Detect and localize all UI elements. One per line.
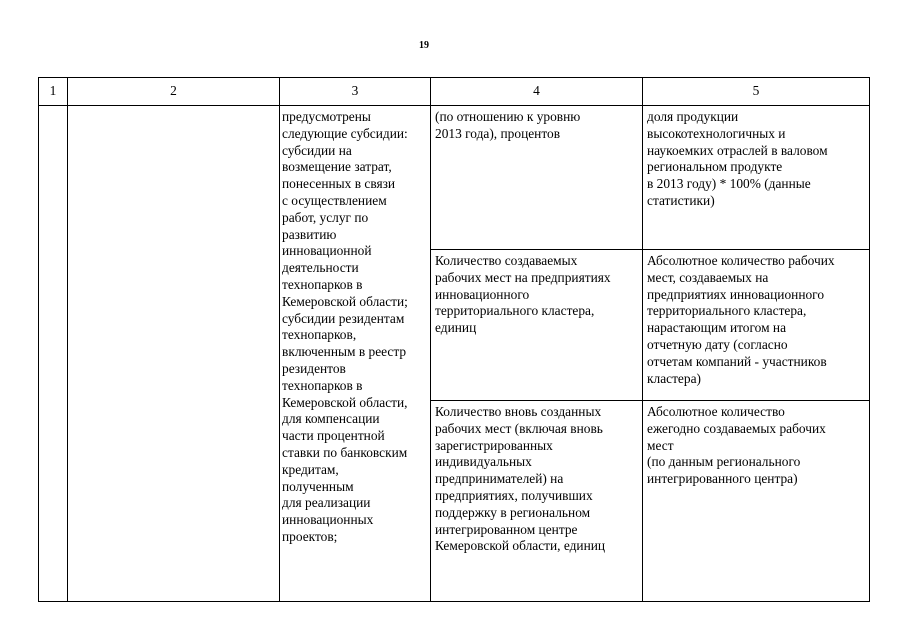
indicators-table <box>38 77 870 602</box>
text-line: Количество создаваемых <box>435 253 578 268</box>
text-line: зарегистрированных <box>435 437 553 453</box>
text-line: в 2013 году) * 100% (данные <box>647 176 811 192</box>
text-line: 2013 года), процентов <box>435 125 561 141</box>
text-line: предприятиях, получивших <box>435 487 593 503</box>
text-line: предпринимателей) на <box>435 471 564 487</box>
text-line: рабочих мест (включая вновь <box>435 420 603 436</box>
text-line: кластера) <box>647 370 701 386</box>
text-line: Кемеровской области, <box>282 394 408 410</box>
header-cell-1: 1 <box>39 78 68 106</box>
cell-col4-row2 <box>431 250 643 401</box>
header-cell-3: 3 <box>280 78 431 106</box>
page-number: 19 <box>419 40 429 51</box>
text-line: для реализации <box>282 495 371 511</box>
table-row <box>39 106 870 250</box>
text-line: наукоемких отраслей в валовом <box>647 142 828 158</box>
text-line: технопарков, <box>282 327 357 343</box>
text-line: субсидии резидентам <box>282 310 405 326</box>
cell-col2 <box>68 106 280 602</box>
text-line: единиц <box>435 320 477 336</box>
text-line: Кемеровской области, единиц <box>435 538 606 554</box>
col5-row3-text <box>643 401 869 492</box>
text-line: территориального кластера, <box>647 303 807 319</box>
text-line: с осуществлением <box>282 192 387 208</box>
text-line: Абсолютное количество <box>647 404 785 419</box>
text-line: понесенных в связи <box>282 176 396 192</box>
col5-row1-text <box>643 106 869 214</box>
text-line: региональном продукте <box>647 159 783 175</box>
text-line: рабочих мест на предприятиях <box>435 269 611 285</box>
header-cell-2: 2 <box>68 78 280 106</box>
header-cell-4: 4 <box>431 78 643 106</box>
text-line: ежегодно создаваемых рабочих <box>647 420 826 436</box>
col3-text <box>280 106 430 550</box>
text-line: (по данным регионального <box>647 454 801 470</box>
text-line: мест <box>647 437 674 453</box>
text-line: кредитам, <box>282 461 339 477</box>
text-line: территориального кластера, <box>435 303 595 319</box>
text-line: технопарков в <box>282 276 363 292</box>
header-cell-5: 5 <box>643 78 870 106</box>
text-line: нарастающим итогом на <box>647 320 787 336</box>
text-line: развитию <box>282 226 337 242</box>
text-line: поддержку в региональном <box>435 504 591 520</box>
text-line: части процентной <box>282 428 385 444</box>
text-line: инновационного <box>435 286 530 302</box>
text-line: включенным в реестр <box>282 344 407 360</box>
cell-col5-row1 <box>643 106 870 250</box>
text-line: интегрированного центра) <box>647 471 798 487</box>
cell-col4-row3 <box>431 401 643 602</box>
col5-row2-text <box>643 250 869 391</box>
cell-col4-row1 <box>431 106 643 250</box>
text-line: инновационных <box>282 512 374 528</box>
text-line: ставки по банковским <box>282 444 408 460</box>
text-line: работ, услуг по <box>282 209 369 225</box>
text-line: Количество вновь созданных <box>435 404 602 419</box>
text-line: интегрированном центре <box>435 521 578 537</box>
cell-col5-row2 <box>643 250 870 401</box>
text-line: высокотехнологичных и <box>647 125 786 141</box>
text-line: резидентов <box>282 360 346 376</box>
text-line: предусмотрены <box>282 109 371 124</box>
text-line: деятельности <box>282 260 359 276</box>
text-line: технопарков в <box>282 377 363 393</box>
text-line: Абсолютное количество рабочих <box>647 253 835 268</box>
header-row <box>39 78 870 106</box>
col4-row1-text <box>431 106 642 147</box>
cell-col5-row3 <box>643 401 870 602</box>
text-line: мест, создаваемых на <box>647 269 769 285</box>
text-line: для компенсации <box>282 411 380 427</box>
text-line: отчетам компаний - участников <box>647 353 827 369</box>
col4-row2-text <box>431 250 642 341</box>
text-line: доля продукции <box>647 109 739 124</box>
text-line: (по отношению к уровню <box>435 109 581 124</box>
text-line: субсидии на <box>282 142 352 158</box>
text-line: следующие субсидии: <box>282 125 408 141</box>
text-line: проектов; <box>282 528 338 544</box>
cell-col3 <box>280 106 431 602</box>
text-line: индивидуальных <box>435 454 532 470</box>
text-line: отчетную дату (согласно <box>647 336 788 352</box>
text-line: Кемеровской области; <box>282 293 408 309</box>
text-line: инновационной <box>282 243 372 259</box>
cell-col1 <box>39 106 68 602</box>
text-line: полученным <box>282 478 354 494</box>
text-line: возмещение затрат, <box>282 159 392 175</box>
col4-row3-text <box>431 401 642 559</box>
text-line: предприятиях инновационного <box>647 286 825 302</box>
text-line: статистики) <box>647 192 715 208</box>
